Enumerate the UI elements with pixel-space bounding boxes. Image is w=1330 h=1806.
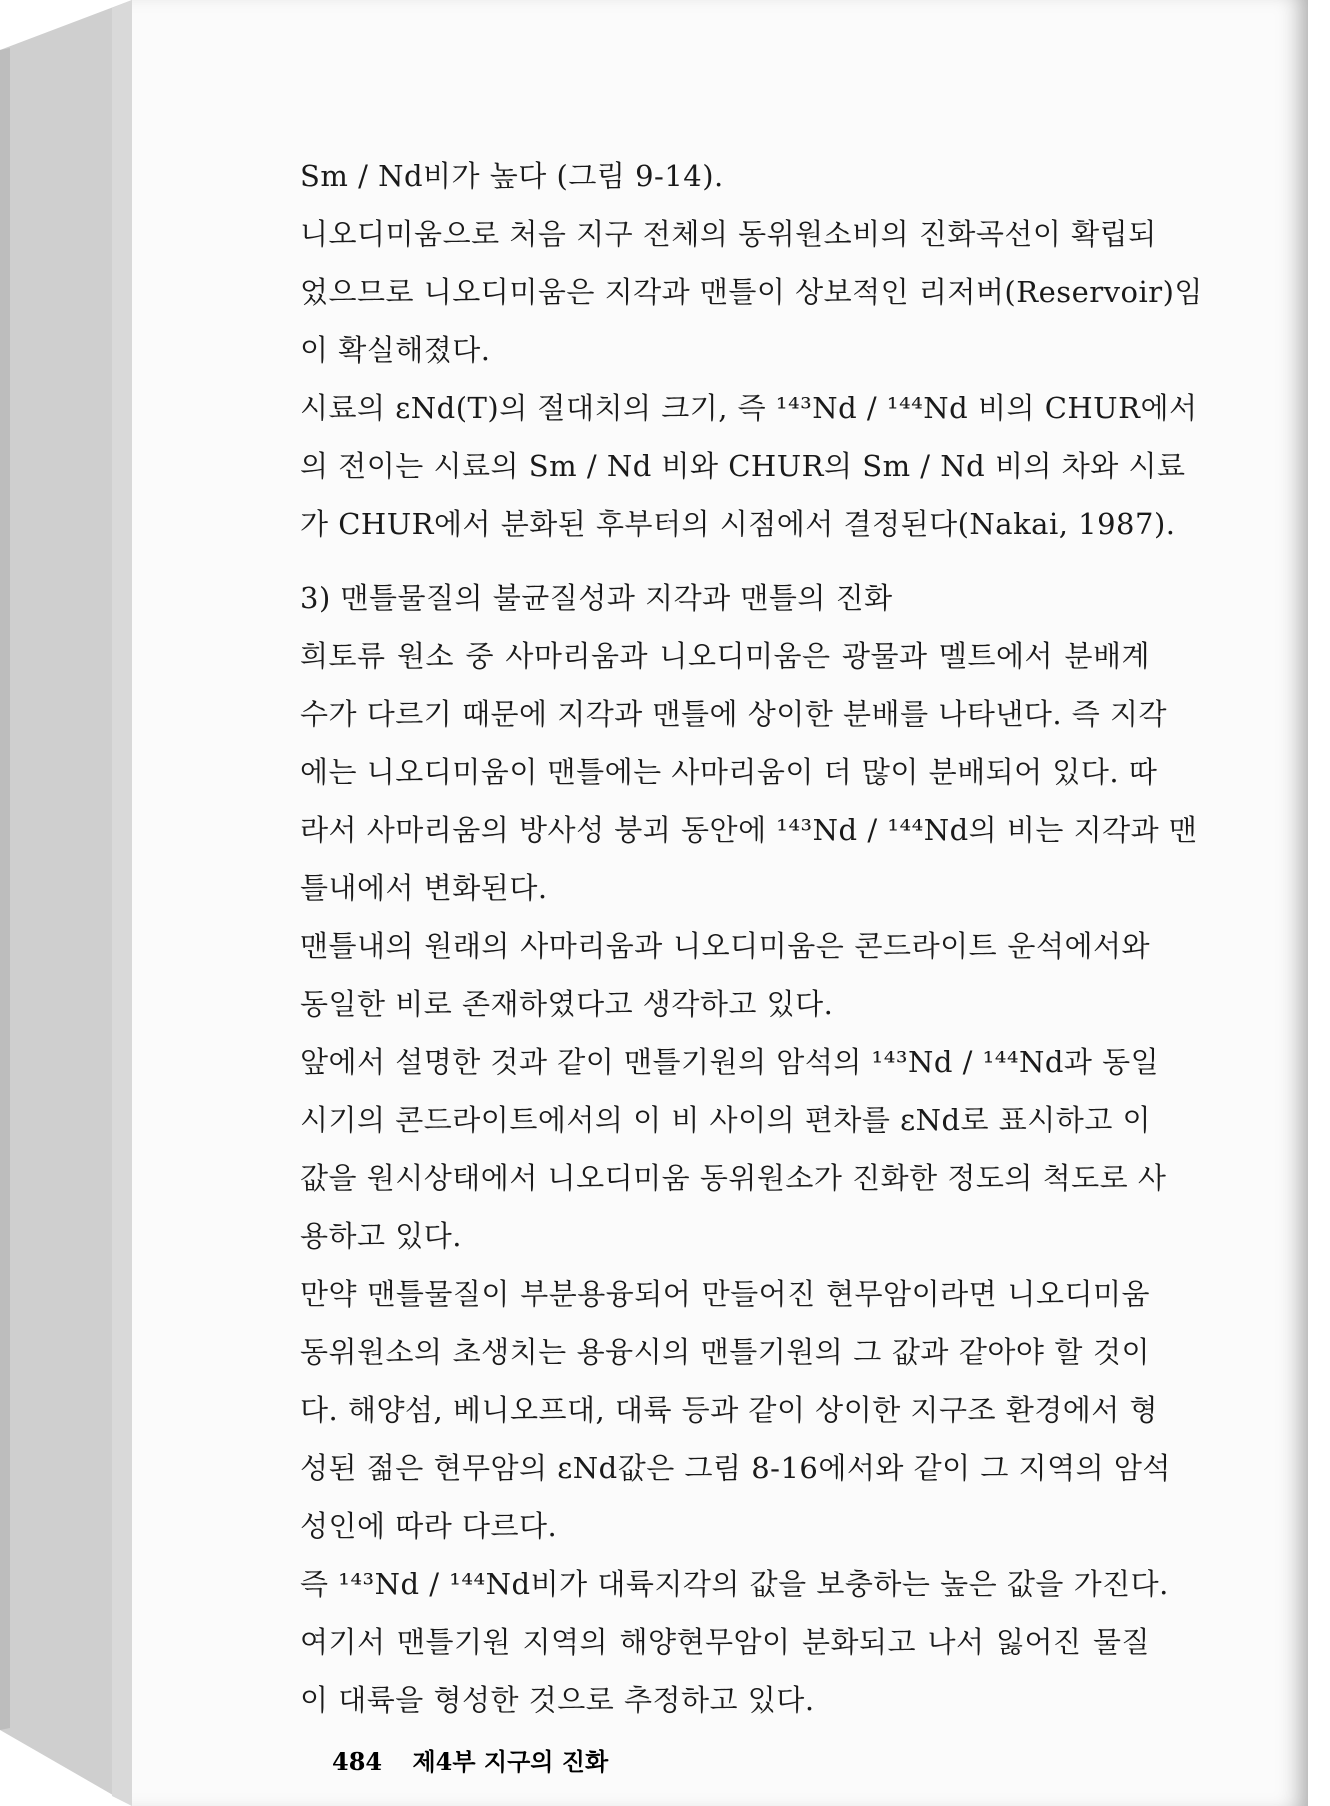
text-line: 시료의 εNd(T)의 절대치의 크기, 즉 ¹⁴³Nd / ¹⁴⁴Nd 비의 CHUR에서 [300, 391, 1198, 425]
page-body [300, 0, 1203, 1806]
text-line: 맨틀내의 원래의 사마리움과 니오디미움은 콘드라이트 운석에서와 [300, 929, 1150, 963]
text-line: 동위원소의 초생치는 용융시의 맨틀기원의 그 값과 같아야 할 것이 [300, 1335, 1150, 1369]
text-line: 에는 니오디미움이 맨틀에는 사마리움이 더 많이 분배되어 있다. 따 [300, 755, 1158, 789]
page-number: 484 [332, 1747, 383, 1776]
text-line: 틀내에서 변화된다. [300, 871, 548, 905]
text-line: 다. 해양섬, 베니오프대, 대륙 등과 같이 상이한 지구조 환경에서 형 [300, 1393, 1158, 1427]
text-line: 수가 다르기 때문에 지각과 맨틀에 상이한 분배를 나타낸다. 즉 지각 [300, 697, 1168, 731]
text-line: 이 대륙을 형성한 것으로 추정하고 있다. [300, 1683, 815, 1717]
text-line: 만약 맨틀물질이 부분용융되어 만들어진 현무암이라면 니오디미움 [300, 1277, 1150, 1311]
text-line: 희토류 원소 중 사마리움과 니오디미움은 광물과 멜트에서 분배계 [300, 639, 1150, 673]
page-footer [332, 1742, 608, 1782]
text-line: 라서 사마리움의 방사성 붕괴 동안에 ¹⁴³Nd / ¹⁴⁴Nd의 비는 지각과 맨 [300, 813, 1198, 847]
text-line: 앞에서 설명한 것과 같이 맨틀기원의 암석의 ¹⁴³Nd / ¹⁴⁴Nd과 동일 [300, 1045, 1160, 1079]
text-line: 시기의 콘드라이트에서의 이 비 사이의 편차를 εNd로 표시하고 이 [300, 1103, 1152, 1137]
text-line: 이 확실해졌다. [300, 333, 491, 367]
text-line: 가 CHUR에서 분화된 후부터의 시점에서 결정된다(Nakai, 1987). [300, 507, 1176, 541]
text-line: 성인에 따라 다르다. [300, 1509, 558, 1543]
text-line: 성된 젊은 현무암의 εNd값은 그림 8-16에서와 같이 그 지역의 암석 [300, 1451, 1171, 1485]
text-line: Sm / Nd비가 높다 (그림 9-14). [300, 159, 724, 193]
section-heading: 3) 맨틀물질의 불균질성과 지각과 맨틀의 진화 [300, 581, 893, 615]
running-footer-title: 제4부 지구의 진화 [412, 1747, 609, 1776]
text-line: 여기서 맨틀기원 지역의 해양현무암이 분화되고 나서 잃어진 물질 [300, 1625, 1150, 1659]
text-line: 동일한 비로 존재하였다고 생각하고 있다. [300, 987, 834, 1021]
text-line: 의 전이는 시료의 Sm / Nd 비와 CHUR의 Sm / Nd 비의 차와 시료 [300, 449, 1186, 483]
text-line: 값을 원시상태에서 니오디미움 동위원소가 진화한 정도의 척도로 사 [300, 1161, 1167, 1195]
text-line: 니오디미움으로 처음 지구 전체의 동위원소비의 진화곡선이 확립되 [300, 217, 1157, 251]
text-line: 용하고 있다. [300, 1219, 463, 1253]
text-line: 즉 ¹⁴³Nd / ¹⁴⁴Nd비가 대륙지각의 값을 보충하는 높은 값을 가진다. [300, 1567, 1169, 1601]
text-line: 었으므로 니오디미움은 지각과 맨틀이 상보적인 리저버(Reservoir)임 [300, 275, 1203, 309]
